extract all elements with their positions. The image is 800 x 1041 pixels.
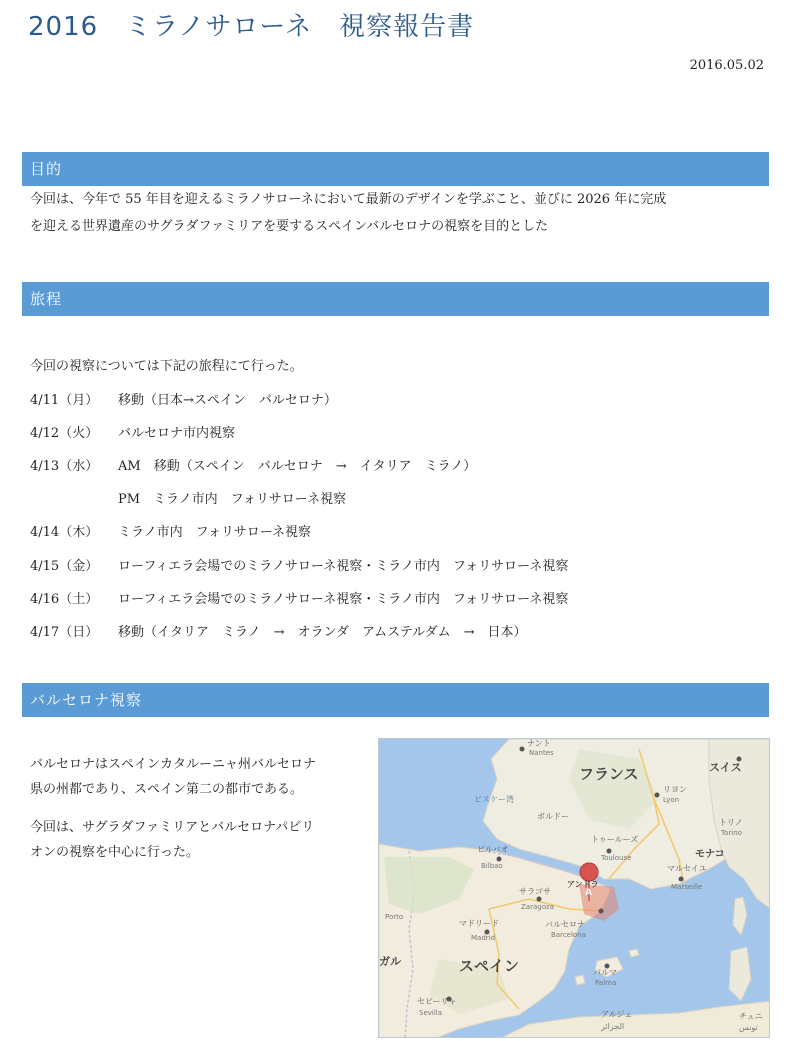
map-label: チュニ [739,1012,763,1021]
ibiza [575,975,585,985]
barcelona-line: バルセロナはスペインカタルーニャ州バルセロナ [30,757,317,772]
purpose-line: を迎える世界遺産のサグラダファミリアを要するスペインバルセロナの視察を目的とした [30,219,549,234]
map-label: ナント [527,739,551,748]
barcelona-line: オンの視察を中心に行った。 [30,845,200,860]
barcelona-paragraph-1 [30,752,370,802]
section-heading-barcelona: バルセロナ視察 [22,683,769,717]
itinerary-row [30,521,311,540]
report-date: 2016.05.02 [689,58,764,73]
map-label: サラゴサ [519,887,551,896]
map-label: パルマ [593,968,617,977]
map-label: マルセイユ [667,864,707,873]
city-dot-nantes [520,747,525,752]
map-label: ビルバオ [477,845,509,854]
map-label: Torino [721,829,742,837]
document-title: 2016 ミラノサローネ 視察報告書 [28,12,475,42]
itinerary-detail: ミラノ市内 フォリサローネ視察 [118,525,312,540]
map-label: Lyon [663,796,680,804]
map-label: Barcelona [551,931,586,939]
section-heading-itinerary: 旅程 [22,282,769,316]
itinerary-row [30,389,337,408]
map-label: アンドラ [567,880,599,889]
map-label-country: モナコ [695,849,725,860]
barcelona-map[interactable] [378,738,770,1038]
itinerary-row [30,621,527,640]
itinerary-intro: 今回の視察については下記の旅程にて行った。 [30,359,303,374]
map-label: マドリード [459,919,499,928]
map-label: リヨン [663,785,687,794]
itinerary-date: 4/17（日） [30,625,99,640]
city-dot-toulouse [607,849,612,854]
itinerary-date: 4/15（金） [30,559,99,574]
itinerary-date: 4/14（木） [30,525,99,540]
map-label: トリノ [719,818,743,827]
purpose-line: 今回は、今年で 55 年目を迎えるミラノサローネにおいて最新のデザインを学ぶこと、並びに 2026 年に完成 [30,192,667,207]
map-graphic [379,739,770,1038]
itinerary-date: 4/16（土） [30,592,99,607]
itinerary-detail: 移動（日本→スペイン バルセロナ） [118,393,337,408]
map-label: تونس [739,1023,758,1032]
menorca [629,949,639,957]
map-label: バルセロナ [545,920,585,929]
map-label: アルジェ [601,1010,633,1019]
itinerary-detail: バルセロナ市内視察 [118,426,236,441]
map-label: Porto [385,913,404,921]
map-label: Madrid [471,934,496,942]
purpose-paragraph [30,186,765,240]
city-dot-zaragoza [537,897,542,902]
map-label: Nantes [529,749,554,757]
map-label-country: ガル [379,955,401,968]
city-dot-bilbao [497,857,502,862]
itinerary-row [30,422,235,441]
map-label: Sevilla [419,1009,443,1017]
map-label-country: スペイン [459,957,520,975]
map-label-country: スイス [709,761,742,774]
barcelona-paragraph-2 [30,815,370,865]
itinerary-row [30,488,346,507]
itinerary-row [30,455,476,474]
map-label: Bilbao [481,862,503,870]
map-label-sea: ビスケー湾 [474,795,514,804]
itinerary-detail: ローフィエラ会場でのミラノサローネ視察・ミラノ市内 フォリサローネ視察 [118,559,569,574]
itinerary-date: 4/12（火） [30,426,99,441]
city-dot-lyon [655,793,660,798]
map-label-country: フランス [579,765,639,783]
map-label: セビーリャ [417,997,457,1006]
section-heading-purpose: 目的 [22,152,769,186]
map-label: Zaragoza [521,903,554,911]
itinerary-detail: PM ミラノ市内 フォリサローネ視察 [118,492,347,507]
map-label: Palma [595,979,617,987]
itinerary-date: 4/13（水） [30,459,99,474]
itinerary-date: 4/11（月） [30,393,99,408]
map-label: الجزائر [601,1022,625,1031]
itinerary-row [30,588,568,607]
barcelona-line: 県の州都であり、スペイン第二の都市である。 [30,782,304,797]
itinerary-detail: 移動（イタリア ミラノ → オランダ アムステルダム → 日本） [118,625,527,640]
map-label: Toulouse [601,854,632,862]
city-dot-barcelona [599,909,604,914]
map-label: Marseille [671,883,703,891]
map-label: トゥールーズ [591,835,639,844]
barcelona-line: 今回は、サグラダファミリアとバルセロナパビリ [30,820,315,835]
itinerary-detail: ローフィエラ会場でのミラノサローネ視察・ミラノ市内 フォリサローネ視察 [118,592,569,607]
map-label: ボルドー [537,812,569,821]
itinerary-row [30,555,568,574]
marker-label: A [585,888,592,898]
city-dot-marseille [679,877,684,882]
itinerary-detail: AM 移動（スペイン バルセロナ → イタリア ミラノ） [118,459,477,474]
